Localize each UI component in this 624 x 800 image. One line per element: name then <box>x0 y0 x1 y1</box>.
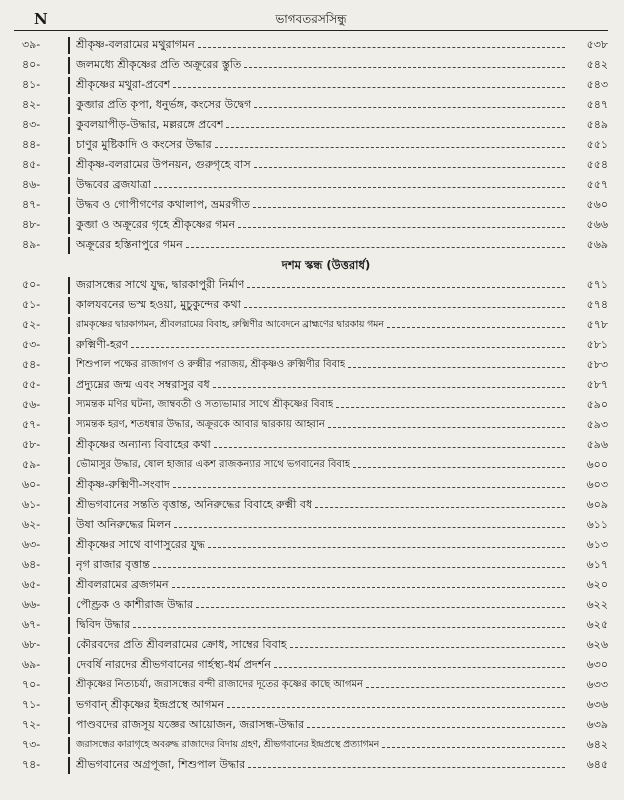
dot-leader <box>186 247 565 248</box>
chapter-number: ৭১- <box>22 698 41 711</box>
separator-bar <box>68 477 70 494</box>
page-number: ৬২০ <box>586 578 608 591</box>
dot-leader <box>254 167 565 168</box>
separator-bar <box>68 377 70 394</box>
toc-entry <box>14 735 608 755</box>
page-number: ৫৭১ <box>586 278 608 291</box>
toc-entry <box>14 155 608 175</box>
chapter-title: শ্রীকৃষ্ণ-রুক্মিণী-সংবাদ <box>76 478 170 491</box>
dot-leader <box>336 407 565 408</box>
chapter-title: রামকৃষ্ণের দ্বারকাগমন, শ্রীবলরামের বিবাহ, রুক্মিণীর আবেদনে ব্রাহ্মণের দ্বারকায় গমন <box>76 319 384 330</box>
chapter-number: ৩৯- <box>22 38 41 51</box>
dot-leader <box>215 147 565 148</box>
separator-bar <box>68 277 70 294</box>
toc-entry <box>14 55 608 75</box>
separator-bar <box>68 537 70 554</box>
dot-leader <box>131 347 565 348</box>
toc-entry <box>14 95 608 115</box>
toc-entry <box>14 555 608 575</box>
dot-leader <box>290 647 565 648</box>
toc-entry <box>14 315 608 335</box>
dot-leader <box>247 287 565 288</box>
page-number: ৫৯০ <box>586 398 608 411</box>
chapter-number: ৬৭- <box>22 618 41 631</box>
chapter-title: কুবলয়াপীড়-উদ্ধার, মল্লরঙ্গে প্রবেশ <box>76 118 224 131</box>
separator-bar <box>68 357 70 374</box>
chapter-number: ৪২- <box>22 98 41 111</box>
toc-entry <box>14 195 608 215</box>
page-number: ৬০০ <box>586 458 608 471</box>
page-number: ৬৩৩ <box>586 678 608 691</box>
separator-bar <box>68 337 70 354</box>
chapter-title: শ্রীকৃষ্ণের মথুরা-প্রবেশ <box>76 78 171 91</box>
separator-bar <box>68 397 70 414</box>
dot-leader <box>307 727 565 728</box>
chapter-number: ৫৫- <box>22 378 41 391</box>
page-number: ৫৯৬ <box>586 438 608 451</box>
chapter-title: দ্বিবিদ উদ্ধার <box>76 618 131 631</box>
chapter-number: ৪৫- <box>22 158 41 171</box>
chapter-number: ৬০- <box>22 478 41 491</box>
chapter-title: শ্রীকৃষ্ণ-বলরামের উপনয়ন, গুরুগৃহে বাস <box>76 158 251 171</box>
chapter-number: ৬২- <box>22 518 41 531</box>
dot-leader <box>348 367 565 368</box>
chapter-number: ৪৭- <box>22 198 41 211</box>
toc-entry <box>14 595 608 615</box>
page-number: ৫৮৭ <box>586 378 608 391</box>
separator-bar <box>68 157 70 174</box>
toc-entry <box>14 295 608 315</box>
separator-bar <box>68 657 70 674</box>
chapter-number: ৬৪- <box>22 558 41 571</box>
chapter-title: শ্রীভগবানের সন্ততি বৃত্তান্ত, অনিরুদ্ধের বিবাহে রুক্মী বধ <box>76 498 313 511</box>
page-number: ৫৩৮ <box>586 38 608 51</box>
dot-leader <box>198 47 565 48</box>
page-number: ৫৫৭ <box>586 178 608 191</box>
chapter-number: ৫৪- <box>22 358 41 371</box>
separator-bar <box>68 677 70 694</box>
separator-bar <box>68 497 70 514</box>
dot-leader <box>153 567 565 568</box>
page-number: ৫৪৯ <box>586 118 608 131</box>
chapter-title: নৃগ রাজার বৃত্তান্ত <box>76 558 150 571</box>
toc-entry <box>14 475 608 495</box>
toc-entry <box>14 395 608 415</box>
toc-entry <box>14 715 608 735</box>
chapter-number: ৪৬- <box>22 178 41 191</box>
chapter-number: ৭০- <box>22 678 41 691</box>
dot-leader <box>315 507 565 508</box>
dot-leader <box>208 547 565 548</box>
chapter-title: শ্রীকৃষ্ণের অন্যান্য বিবাহের কথা <box>76 438 211 451</box>
chapter-number: ৬১- <box>22 498 41 511</box>
toc-entry <box>14 235 608 255</box>
chapter-title: রুক্মিণী-হরণ <box>76 338 129 351</box>
dot-leader <box>244 307 565 308</box>
page-number: ৬৪৫ <box>586 758 608 771</box>
separator-bar <box>68 137 70 154</box>
separator-bar <box>68 77 70 94</box>
toc-entry <box>14 695 608 715</box>
chapter-number: ৪৩- <box>22 118 41 131</box>
chapter-title: ভৌমাসুর উদ্ধার, ষোল হাজার একশ রাজকন্যার সাথে ভগবানের বিবাহ <box>76 459 351 470</box>
toc-entry <box>14 575 608 595</box>
page-header <box>14 8 608 30</box>
dot-leader <box>387 327 565 328</box>
chapter-number: ৫৮- <box>22 438 41 451</box>
chapter-title: জরাসন্ধের কারাগৃহে অবরুদ্ধ রাজাদের বিদায় গ্রহণ, শ্রীভগবানের ইন্দ্রপ্রস্থে প্রত্যাগমন <box>76 739 380 750</box>
toc-entry <box>14 35 608 55</box>
chapter-number: ৭২- <box>22 718 41 731</box>
dot-leader <box>214 447 565 448</box>
chapter-number: ৬৯- <box>22 658 41 671</box>
toc-entry <box>14 415 608 435</box>
chapter-number: ৬৬- <box>22 598 41 611</box>
chapter-title: উদ্ধবের ব্রজযাত্রা <box>76 178 152 191</box>
separator-bar <box>68 217 70 234</box>
page-number: ৫৬৯ <box>586 238 608 251</box>
page-number: ৫৫১ <box>586 138 608 151</box>
chapter-number: ৭৩- <box>22 738 41 751</box>
chapter-number: ৬৩- <box>22 538 41 551</box>
toc-entry <box>14 115 608 135</box>
page-number: ৫৯৩ <box>586 418 608 431</box>
dot-leader <box>353 467 565 468</box>
separator-bar <box>68 177 70 194</box>
page-number: ৬৩৬ <box>586 698 608 711</box>
separator-bar <box>68 597 70 614</box>
dot-leader <box>173 87 565 88</box>
page-number: ৫৮১ <box>586 338 608 351</box>
page-number: ৬২৫ <box>586 618 608 631</box>
book-title: ভাগবতরসসিন্ধু <box>275 12 347 26</box>
chapter-number: ৪৪- <box>22 138 41 151</box>
page-number: ৫৪৩ <box>586 78 608 91</box>
toc-entry <box>14 675 608 695</box>
chapter-title: অক্রূরের হস্তিনাপুরে গমন <box>76 238 183 251</box>
separator-bar <box>68 557 70 574</box>
dot-leader <box>154 187 565 188</box>
toc-entry <box>14 635 608 655</box>
page-number: ৬৩০ <box>586 658 608 671</box>
toc-entry <box>14 655 608 675</box>
toc-entry <box>14 755 608 775</box>
toc-entry <box>14 175 608 195</box>
chapter-number: ৫২- <box>22 318 41 331</box>
chapter-title: কুব্জার প্রতি কৃপা, ধনুর্ভঙ্গ, কংসের উদ্বেগ <box>76 98 252 111</box>
page-number: ৫৭৪ <box>586 298 608 311</box>
dot-leader <box>133 627 565 628</box>
dot-leader <box>174 527 565 528</box>
dot-leader <box>248 767 565 768</box>
toc-entry <box>14 75 608 95</box>
chapter-title: উষা অনিরুদ্ধের মিলন <box>76 518 172 531</box>
chapter-title: কৌরবদের প্রতি শ্রীবলরামের ক্রোধ, সাম্বের বিবাহ <box>76 638 287 651</box>
dot-leader <box>227 707 565 708</box>
separator-bar <box>68 97 70 114</box>
dot-leader <box>382 747 565 748</box>
dot-leader <box>366 687 565 688</box>
separator-bar <box>68 417 70 434</box>
dot-leader <box>254 107 565 108</box>
page-number: ৫৪২ <box>586 58 608 71</box>
chapter-title: দেবর্ষি নারদের শ্রীভগবানের গার্হস্থ্য-ধর্ম প্রদর্শন <box>76 658 271 671</box>
dot-leader <box>172 587 565 588</box>
page-number: ৫৫৪ <box>586 158 608 171</box>
chapter-number: ৫৬- <box>22 398 41 411</box>
chapter-number: ৪০- <box>22 58 41 71</box>
separator-bar <box>68 117 70 134</box>
toc-entry <box>14 535 608 555</box>
toc-entry <box>14 515 608 535</box>
dot-leader <box>328 427 565 428</box>
chapter-number: ৫৭- <box>22 418 41 431</box>
dot-leader <box>226 127 565 128</box>
toc-entry <box>14 615 608 635</box>
dot-leader <box>238 227 565 228</box>
toc-entry <box>14 455 608 475</box>
toc-entry <box>14 495 608 515</box>
separator-bar <box>68 737 70 754</box>
page-number: ৫৭৮ <box>586 318 608 331</box>
toc-entry <box>14 435 608 455</box>
toc-entry <box>14 275 608 295</box>
page-number: ৫৬৬ <box>586 218 608 231</box>
dot-leader <box>213 387 565 388</box>
chapter-title: পাণ্ডবদের রাজসূয় যজ্ঞের আয়োজন, জরাসন্ধ-উদ্ধার <box>76 718 305 731</box>
page-number: ৫৬০ <box>586 198 608 211</box>
chapter-number: ৪১- <box>22 78 41 91</box>
dot-leader <box>196 607 565 608</box>
chapter-number: ৫০- <box>22 278 41 291</box>
chapter-number: ৪৯- <box>22 238 41 251</box>
separator-bar <box>68 617 70 634</box>
dot-leader <box>173 487 565 488</box>
chapter-title: স্যমন্তক হরণ, শতধন্বার উদ্ধার, অক্রূরকে আবার দ্বারকায় আহ্বান <box>76 419 325 430</box>
page-number: ৬০৯ <box>586 498 608 511</box>
chapter-title: জলমধ্যে শ্রীকৃষ্ণের প্রতি অক্রূরের স্তুতি <box>76 58 242 71</box>
chapter-number: ৭৪- <box>22 758 41 771</box>
separator-bar <box>68 297 70 314</box>
chapter-title: চাণুর মুষ্টিকাদি ও কংসের উদ্ধার <box>76 138 212 151</box>
page-number: ৫৮৩ <box>586 358 608 371</box>
separator-bar <box>68 637 70 654</box>
dot-leader <box>244 67 565 68</box>
chapter-title: কালযবনের ভস্ম হওয়া, মুচুকুন্দের কথা <box>76 298 241 311</box>
chapter-title: শ্রীকৃষ্ণের সাথে বাণাসুরের যুদ্ধ <box>76 538 206 551</box>
chapter-title: শ্রীকৃষ্ণ-বলরামের মথুরাগমন <box>76 38 195 51</box>
toc-entry <box>14 355 608 375</box>
chapter-title: উদ্ধব ও গোপীগণের কথালাপ, ভ্রমরগীত <box>76 198 250 211</box>
separator-bar <box>68 697 70 714</box>
page-number: ৬২৬ <box>586 638 608 651</box>
chapter-title: শিশুপাল পক্ষের রাজাগণ ও রুক্মীর পরাজয়, শ্রীকৃষ্ণও রুক্মিণীর বিবাহ <box>76 359 346 370</box>
page-number: ৬৪২ <box>586 738 608 751</box>
separator-bar <box>68 717 70 734</box>
page-letter: N <box>34 10 48 28</box>
dot-leader <box>253 207 565 208</box>
toc-entry <box>14 215 608 235</box>
chapter-title: শ্রীবলরামের ব্রজগমন <box>76 578 169 591</box>
separator-bar <box>68 197 70 214</box>
chapter-number: ৬৮- <box>22 638 41 651</box>
chapter-title: শ্রীভগবানের অগ্রপূজা, শিশুপাল উদ্ধার <box>76 758 246 771</box>
page-number: ৬০৩ <box>586 478 608 491</box>
separator-bar <box>68 237 70 254</box>
chapter-number: ৪৮- <box>22 218 41 231</box>
separator-bar <box>68 317 70 334</box>
page-number: ৬২২ <box>586 598 608 611</box>
page-number: ৬১৩ <box>586 538 608 551</box>
separator-bar <box>68 57 70 74</box>
toc-entry <box>14 135 608 155</box>
chapter-title: জরাসন্ধের সাথে যুদ্ধ, দ্বারকাপুরী নির্মাণ <box>76 278 245 291</box>
chapter-title: শ্রীকৃষ্ণের নিত্যচর্যা, জরাসন্ধের বন্দী রাজাদের দূতের কৃষ্ণের কাছে আগমন <box>76 679 363 690</box>
page-number: ৫৪৭ <box>586 98 608 111</box>
chapter-number: ৫১- <box>22 298 41 311</box>
section-heading: দশম স্কন্ধ (উত্তরার্ধ) <box>281 258 371 272</box>
chapter-number: ৬৫- <box>22 578 41 591</box>
chapter-title: কুব্জা ও অক্রূরের গৃহে শ্রীকৃষ্ণের গমন <box>76 218 236 231</box>
separator-bar <box>68 517 70 534</box>
page-number: ৬১১ <box>586 518 608 531</box>
chapter-number: ৫৯- <box>22 458 41 471</box>
chapter-title: প্রদ্যুম্নের জন্ম এবং সম্বরাসুর বধ <box>76 378 210 391</box>
toc-list-top <box>14 35 608 255</box>
toc-entry <box>14 335 608 355</box>
page-number: ৬১৭ <box>586 558 608 571</box>
separator-bar <box>68 457 70 474</box>
separator-bar <box>68 577 70 594</box>
chapter-title: ভগবান্ শ্রীকৃষ্ণের ইন্দ্রপ্রস্থে আগমন <box>76 698 225 711</box>
separator-bar <box>68 37 70 54</box>
dot-leader <box>274 667 565 668</box>
separator-bar <box>68 437 70 454</box>
chapter-title: পৌণ্ড্রক ও কাশীরাজ উদ্ধার <box>76 598 194 611</box>
separator-bar <box>68 757 70 774</box>
toc-entry <box>14 375 608 395</box>
page-number: ৬৩৯ <box>586 718 608 731</box>
toc-list-bottom <box>14 275 608 775</box>
chapter-title: স্যমন্তক মণির ঘটনা, জাম্ববতী ও সত্যভামার সাথে শ্রীকৃষ্ণের বিবাহ <box>76 399 334 410</box>
chapter-number: ৫৩- <box>22 338 41 351</box>
